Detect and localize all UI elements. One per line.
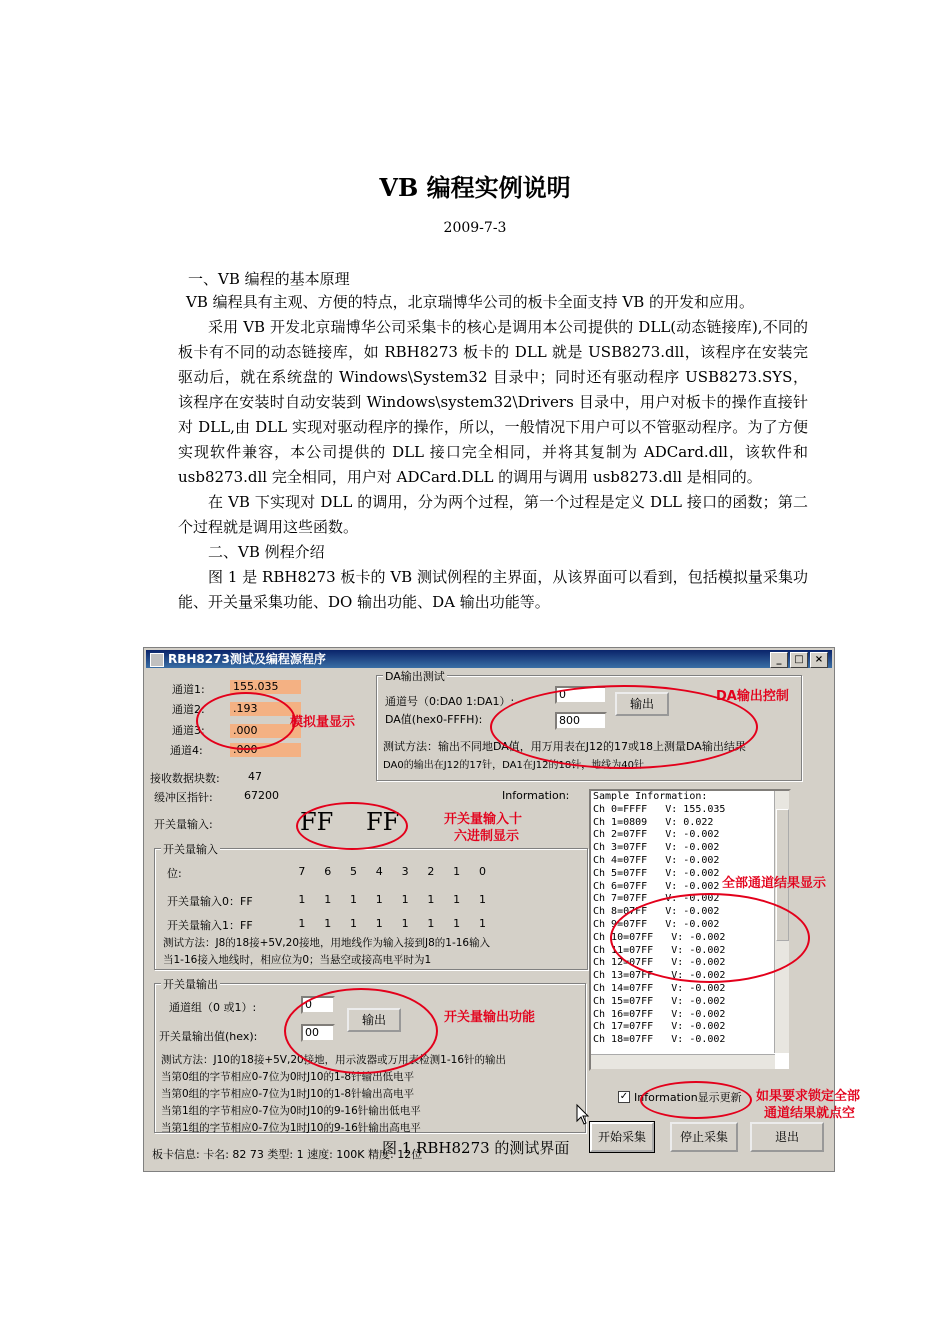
da-output-button[interactable]: 输出 [615,692,669,716]
di0-bit: 1 [298,893,306,906]
channel-1-label: 通道1: [172,683,205,696]
buffer-label: 缓冲区指针: [154,791,213,804]
annotation-do: 开关量输出功能 [444,1010,536,1025]
di0-bit: 1 [401,893,409,906]
annotation-da: DA输出控制 [716,689,789,704]
di0-bit: 1 [427,893,435,906]
list-item[interactable]: Ch 15=07FF V: -0.002 [593,995,726,1007]
di1-bit: 1 [401,917,409,930]
do-group-title: 开关量输出 [163,978,218,991]
channel-2-value: .193 [230,702,301,716]
annotation-allch: 全部通道结果显示 [722,876,827,891]
di0-bit: 1 [453,893,461,906]
horizontal-scrollbar[interactable] [591,1054,775,1069]
do-test-line-4: 当第1组的字节相应0-7位为0时J10的9-16针输出低电平 [161,1105,421,1117]
bit-header: 5 [349,865,357,878]
window-titlebar[interactable] [146,650,832,668]
annotation-ellipse-do [284,988,438,1074]
paragraph-2: 采用 VB 开发北京瑞博华公司采集卡的核心是调用本公司提供的 DLL(动态链接库),不同的板卡有不同的动态链接库，如 RBH8273 板卡的 DLL 就是 USB8273.dll，该程序在安装完驱动后，就在系统盘的 Windows\System32 目录中；同时还有驱动程序 USB8273.SYS，该程序在安装时自动安装到 Windows\system32\Drivers 目录中，用户对板卡的操作直接针对 DLL,由 DLL 实现对驱动程序的操作，所以，一般情况下用户可以不管驱动程序。为了方便实现软件兼容，本公司提供的 DLL 接口完全相同，并将其复制为 ADCard.dll，该软件和 usb8273.dll 完全相同，用户对 ADCard.DLL 的调用与调用 usb8273.dll 是相同的。 [178,318,808,486]
da-test-line-2: DA0的输出在J12的17针，DA1在J12的18针，地线为40针 [383,760,644,771]
channel-1-value: 155.035 [230,680,301,694]
list-item[interactable]: Ch 4=07FF V: -0.002 [593,854,720,866]
bit-header: 1 [453,865,461,878]
list-item[interactable]: Ch 9=07FF V: -0.002 [593,918,720,930]
minimize-button[interactable]: _ [770,652,788,668]
list-item[interactable]: Ch 13=07FF V: -0.002 [593,970,726,982]
di-label: 开关量输入: [154,818,213,831]
di0-bit: 1 [349,893,357,906]
do-value-label: 开关量输出值(hex): [159,1030,258,1043]
da-channel-label: 通道号（0:DA0 1:DA1）: [385,695,515,708]
da-channel-input[interactable]: 0 [555,686,607,704]
list-item[interactable]: Ch 10=07FF V: -0.002 [593,931,726,943]
do-test-line-3: 当第0组的字节相应0-7位为1时J10的1-8针输出高电平 [161,1088,415,1100]
list-item[interactable]: Ch 0=FFFF V: 155.035 [593,803,726,815]
board-info: 板卡信息: 卡名: 82 73 类型: 1 速度: 100K 精度: 12位 [152,1148,423,1161]
list-item[interactable]: Ch 1=0809 V: 0.022 [593,816,714,828]
body-text [178,290,808,615]
annotation-ellipse-analog [196,692,296,750]
list-item[interactable]: Ch 12=07FF V: -0.002 [593,957,726,969]
list-item[interactable]: Ch 2=07FF V: -0.002 [593,829,720,841]
app-icon [150,653,164,667]
di1-bit: 1 [453,917,461,930]
paragraph-3: 在 VB 下实现对 DLL 的调用，分为两个过程，第一个过程是定义 DLL 接口的函数；第二个过程就是调用这些函数。 [178,493,808,536]
list-item[interactable]: Sample Information: [593,791,708,802]
do-group-label: 通道组（0 或1）: [169,1001,257,1014]
do-group-input[interactable]: 0 [301,996,335,1014]
annotation-ellipse-lock [640,1081,752,1119]
di0-bits [289,893,495,906]
da-test-line-1: 测试方法：输出不同地DA值，用万用表在J12的17或18上测量DA输出结果 [383,740,746,753]
di0-bit: 1 [375,893,383,906]
da-value-label: DA值(hex0-FFFH): [385,713,483,726]
bit-header: 6 [324,865,332,878]
section-heading-1: 一、VB 编程的基本原理 [188,270,350,288]
doc-title: VB 编程实例说明 [379,173,571,202]
di-group-title: 开关量输入 [163,843,218,856]
annotation-di-2: 六进制显示 [454,829,520,844]
bit-header: 0 [478,865,486,878]
paragraph-1: VB 编程具有主观、方便的特点，北京瑞博华公司的板卡全面支持 VB 的开发和应用。 [186,293,755,311]
list-item[interactable]: Ch 18=07FF V: -0.002 [593,1034,726,1046]
list-item[interactable]: Ch 7=07FF V: -0.002 [593,893,720,905]
di-test-line-2: 当1-16接入地线时，相应位为0；当悬空或接高电平时为1 [163,954,432,966]
app-window [143,647,861,1172]
channel-3-value: .000 [230,724,301,738]
di0-label: 开关量输入0：FF [167,895,253,908]
blocks-label: 接收数据块数: [150,772,220,785]
stop-button[interactable]: 停止采集 [670,1122,738,1152]
mouse-cursor-icon [576,1104,590,1126]
figure-caption: 图 1 RBH8273 的测试界面 [382,1139,570,1157]
do-test-line-2: 当第0组的字节相应0-7位为0时J10的1-8针输出低电平 [161,1071,415,1083]
annotation-di-1: 开关量输入十 [444,812,523,827]
list-item[interactable]: Ch 3=07FF V: -0.002 [593,842,720,854]
list-item[interactable]: Ch 8=07FF V: -0.002 [593,906,720,918]
da-group-title: DA输出测试 [385,670,445,683]
bit-label: 位: [167,867,182,880]
close-button[interactable]: × [810,652,828,668]
bit-header: 4 [375,865,383,878]
di-hex-1: FF [300,808,334,836]
list-item[interactable]: Ch 6=07FF V: -0.002 [593,880,720,892]
annotation-analog: 模拟量显示 [290,715,356,730]
annotation-ellipse-allch [610,893,810,983]
da-value-input[interactable]: 800 [555,712,607,730]
di0-bit: 1 [324,893,332,906]
bit-header: 7 [298,865,306,878]
di1-bit: 1 [478,917,486,930]
channel-3-label: 通道3: [172,724,205,737]
di1-bit: 1 [375,917,383,930]
info-update-checkbox[interactable]: ✓ [619,1091,629,1102]
list-item[interactable]: Ch 16=07FF V: -0.002 [593,1008,726,1020]
bit-headers [289,865,495,878]
di0-bit: 1 [478,893,486,906]
do-output-button[interactable]: 输出 [347,1008,401,1032]
di1-bits [289,917,495,930]
do-test-line-1: 测试方法：J10的18接+5V,20接地，用示波器或万用表检测1-16针的输出 [161,1054,507,1066]
paragraph-4: 图 1 是 RBH8273 板卡的 VB 测试例程的主界面，从该界面可以看到，包括模拟量采集功能、开关量采集功能、DO 输出功能、DA 输出功能等。 [178,568,808,611]
list-item[interactable]: Ch 14=07FF V: -0.002 [593,982,726,994]
blocks-value: 47 [248,770,262,783]
maximize-button[interactable]: □ [790,652,808,668]
section-heading-2: 二、VB 例程介绍 [208,543,325,561]
list-item[interactable]: Ch 5=07FF V: -0.002 [593,867,720,879]
buffer-value: 67200 [244,789,279,802]
do-test-line-5: 当第1组的字节相应0-7位为1时J10的9-16针输出高电平 [161,1122,421,1134]
bit-header: 2 [427,865,435,878]
di1-bit: 1 [324,917,332,930]
annotation-lock-1: 如果要求锁定全部 [756,1089,861,1104]
annotation-ellipse-di [296,802,408,850]
doc-date: 2009-7-3 [443,220,507,236]
list-item[interactable]: Ch 17=07FF V: -0.002 [593,1021,726,1033]
start-button[interactable]: 开始采集 [590,1122,654,1152]
di-hex-2: FF [366,808,400,836]
channel-2-label: 通道2: [172,703,205,716]
di-group [154,843,588,970]
channel-4-label: 通道4: [170,744,203,757]
list-item[interactable]: Ch 11=07FF V: -0.002 [593,944,726,956]
information-label: Information: [502,789,570,802]
di1-bit: 1 [298,917,306,930]
di1-bit: 1 [349,917,357,930]
annotation-lock-2: 通道结果就点空 [764,1106,856,1121]
window-title: RBH8273测试及编程源程序 [168,652,326,666]
di-test-line-1: 测试方法：J8的18接+5V,20接地，用地线作为输入接到J8的1-16输入 [163,937,491,949]
do-value-input[interactable]: 00 [301,1024,335,1042]
bit-header: 3 [401,865,409,878]
exit-button[interactable]: 退出 [750,1122,824,1152]
di1-bit: 1 [427,917,435,930]
channel-4-value: .000 [230,743,301,757]
di1-label: 开关量输入1：FF [167,919,253,932]
info-update-label: Information显示更新 [634,1091,742,1104]
